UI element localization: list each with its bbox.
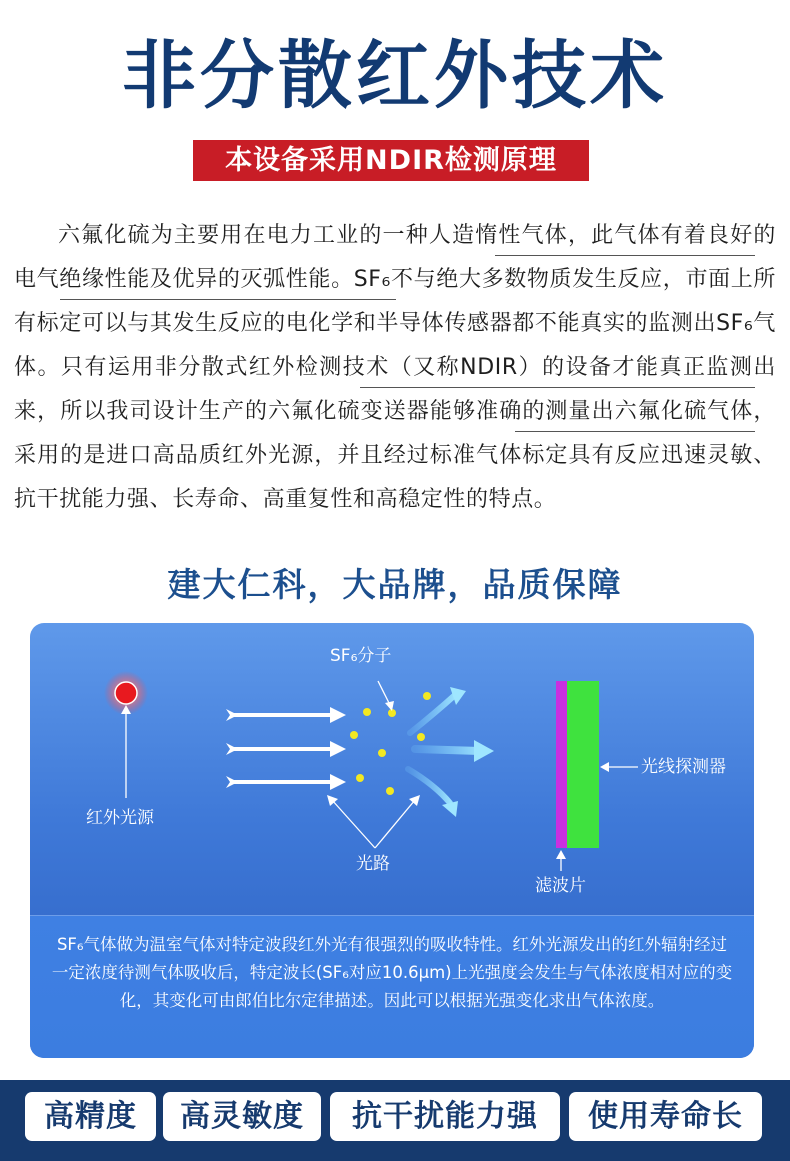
light-arrow-1-head <box>330 707 346 723</box>
intro-paragraph: 六氟化硫为主要用在电力工业的一种人造惰性气体，此气体有着良好的电气绝缘性能及优异的灭弧性能。SF₆不与绝大多数物质发生反应，市面上所有标定可以与其发生反应的电化学和半导体传感器都不能真实的监测出SF₆气体。只有运用非分散式红外检测技术（又称NDIR）的设备才能真正监测出来，所以我司设计生产的六氟化硫变送器能够准确的测量出六氟化硫气体，采用的是进口高品质红外光源，并且经过标准气体标定具有反应迅速灵敏、抗干扰能力强、长寿命、高重复性和高稳定性的特点。 <box>14 223 776 512</box>
path-pointer-left <box>332 800 375 848</box>
detector-bar <box>567 681 599 848</box>
molecule-dot <box>378 749 386 757</box>
incoming-light-arrows <box>226 707 346 790</box>
molecule-dot <box>363 708 371 716</box>
scatter-arrow-up <box>410 695 455 733</box>
ndir-diagram <box>30 623 754 1058</box>
scattered-light-arrows <box>408 687 494 817</box>
light-arrow-3-tail <box>226 776 238 788</box>
underline-1 <box>495 255 755 256</box>
molecule-label: SF₆分子 <box>330 646 392 666</box>
light-path-label: 光路 <box>356 854 390 874</box>
underline-3 <box>360 387 755 388</box>
detector-label: 光线探测器 <box>641 757 726 777</box>
underline-4 <box>515 431 755 432</box>
filter-bar <box>556 681 567 848</box>
light-source-icon <box>115 682 137 704</box>
brand-slogan: 建大仁科，大品牌，品质保障 <box>167 565 623 604</box>
feature-high-precision: 高精度 <box>25 1092 156 1141</box>
molecule-dot <box>386 787 394 795</box>
intro-text <box>14 214 776 522</box>
molecule-dot <box>423 692 431 700</box>
light-arrow-2-head <box>330 741 346 757</box>
feature-anti-interference: 抗干扰能力强 <box>330 1092 560 1141</box>
path-pointer-right <box>375 800 415 848</box>
light-source-label: 红外光源 <box>86 808 154 828</box>
underline-2 <box>60 299 396 300</box>
molecule-dot <box>350 731 358 739</box>
diagram-caption: SF₆气体做为温室气体对特定波段红外光有很强烈的吸收特性。红外光源发出的红外辐射经过一定浓度待测气体吸收后，特定波长(SF₆对应10.6μm)上光强度会发生与气体浓度相对应的变化，其变化可由郎伯比尔定律描述。因此可以根据光强变化求出气体浓度。 <box>30 915 754 1058</box>
light-arrow-1-tail <box>226 709 238 721</box>
subtitle-banner: 本设备采用NDIR检测原理 <box>193 140 589 181</box>
scatter-arrow-mid-head <box>474 740 494 762</box>
scatter-arrow-mid <box>415 749 480 751</box>
feature-high-sensitivity: 高灵敏度 <box>163 1092 321 1141</box>
diagram-illustration <box>30 623 754 915</box>
filter-label: 滤波片 <box>535 876 586 896</box>
light-arrow-2-tail <box>226 743 238 755</box>
molecule-dot <box>356 774 364 782</box>
light-arrow-3-head <box>330 774 346 790</box>
scatter-arrow-down-head <box>442 801 458 817</box>
molecule-pointer-line <box>378 681 390 705</box>
page-title: 非分散红外技术 <box>122 33 668 119</box>
filter-pointer-arrowhead <box>556 850 566 859</box>
molecule-dot <box>417 733 425 741</box>
feature-long-lifespan: 使用寿命长 <box>569 1092 762 1141</box>
detector-pointer-arrowhead <box>600 762 609 772</box>
